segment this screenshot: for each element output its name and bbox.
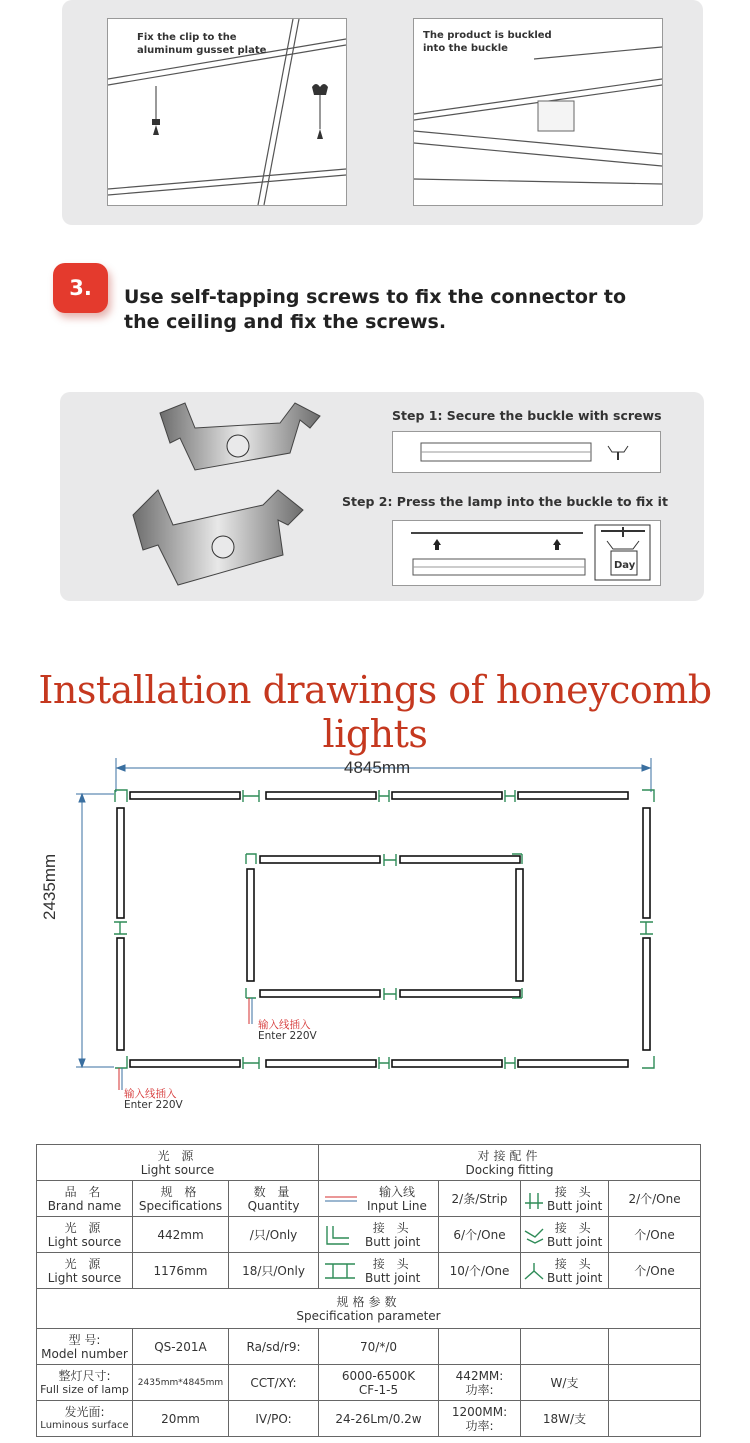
- step2-label: Step 2: Press the lamp into the buckle to fix it: [342, 494, 668, 509]
- row2-fit2: 接 头 Butt joint: [521, 1253, 609, 1289]
- row2-fit2-qty: 个/One: [609, 1253, 701, 1289]
- input-line-icon: [323, 1192, 359, 1206]
- straight-joint-icon: [323, 1260, 357, 1282]
- step-instruction-text: Use self-tapping screws to fix the connector to the ceiling and fix the screws.: [124, 286, 627, 333]
- left-sketch-caption: Fix the clip to the aluminum gusset plate: [137, 32, 267, 56]
- input-line-cell: 输入线 Input Line: [319, 1181, 439, 1217]
- corner-joint-icon: [323, 1224, 353, 1246]
- top-joint-cell: 接 头 Butt joint: [521, 1181, 609, 1217]
- outer-input-label-zh: 输入线插入: [124, 1088, 177, 1100]
- buckle-photo-top: [150, 398, 325, 488]
- model-label: 型 号: Model number: [37, 1329, 133, 1365]
- t-joint-icon: [523, 1189, 545, 1209]
- step1-label: Step 1: Secure the buckle with screws: [392, 408, 662, 423]
- ra-label: Ra/sd/r9:: [229, 1329, 319, 1365]
- row2-spec: 1176mm: [133, 1253, 229, 1289]
- row1-fit2: 接 头 Butt joint: [521, 1217, 609, 1253]
- honeycomb-layout-drawing: [70, 750, 690, 1090]
- docking-fitting-header: 对接配件 Docking fitting: [319, 1145, 701, 1181]
- spec-param-header: 规格参数 Specification parameter: [37, 1289, 701, 1329]
- inner-input-label-zh: 输入线插入: [258, 1019, 311, 1031]
- step2-diagram: [392, 520, 661, 586]
- height-dimension-label: 2435mm: [40, 853, 59, 920]
- size-value: 2435mm*4845mm: [133, 1365, 229, 1401]
- row1-fit2-qty: 个/One: [609, 1217, 701, 1253]
- step2-lamp-diagram: [393, 521, 660, 585]
- angle-joint-icon: [523, 1225, 545, 1245]
- quantity-header: 数 量 Quantity: [229, 1181, 319, 1217]
- power-442-label: 442MM: 功率:: [439, 1365, 521, 1401]
- power-1200-value: 18W/支: [521, 1401, 609, 1437]
- step1-diagram: [392, 431, 661, 473]
- cct-value: 6000-6500K CF-1-5: [319, 1365, 439, 1401]
- luminous-label: 发光面: Luminous surface: [37, 1401, 133, 1437]
- right-sketch-caption: The product is buckled into the buckle: [423, 30, 552, 54]
- day-label: Day: [614, 560, 636, 571]
- power-442-value: W/支: [521, 1365, 609, 1401]
- width-dimension-label: 4845mm: [344, 758, 411, 777]
- step1-lamp-diagram: [393, 432, 660, 472]
- row2-name: 光 源 Light source: [37, 1253, 133, 1289]
- luminous-value: 20mm: [133, 1401, 229, 1437]
- power-1200-label: 1200MM: 功率:: [439, 1401, 521, 1437]
- ivpo-label: IV/PO:: [229, 1401, 319, 1437]
- row1-fit1: 接 头 Butt joint: [319, 1217, 439, 1253]
- cct-label: CCT/XY:: [229, 1365, 319, 1401]
- buckle-photo-bottom: [118, 485, 308, 595]
- row2-qty: 18/只/Only: [229, 1253, 319, 1289]
- spec-header: 规 格 Specifications: [133, 1181, 229, 1217]
- drawing-title: Installation drawings of honeycomb lights: [38, 668, 712, 756]
- model-value: QS-201A: [133, 1329, 229, 1365]
- inner-input-label-en: Enter 220V: [258, 1030, 317, 1042]
- size-label: 整灯尺寸: Full size of lamp: [37, 1365, 133, 1401]
- y-joint-icon: [523, 1261, 545, 1281]
- brand-name-header: 品 名 Brand name: [37, 1181, 133, 1217]
- input-line-qty: 2/条/Strip: [439, 1181, 521, 1217]
- outer-input-label-en: Enter 220V: [124, 1099, 183, 1111]
- ra-value: 70/*/0: [319, 1329, 439, 1365]
- row1-qty: /只/Only: [229, 1217, 319, 1253]
- row1-spec: 442mm: [133, 1217, 229, 1253]
- ivpo-value: 24-26Lm/0.2w: [319, 1401, 439, 1437]
- top-joint-qty: 2/个/One: [609, 1181, 701, 1217]
- light-source-header: 光 源 Light source: [37, 1145, 319, 1181]
- step-number-badge: 3.: [53, 263, 108, 313]
- row2-fit1-qty: 10/个/One: [439, 1253, 521, 1289]
- row1-name: 光 源 Light source: [37, 1217, 133, 1253]
- specification-table: [36, 1144, 701, 1437]
- row2-fit1: 接 头 Butt joint: [319, 1253, 439, 1289]
- row1-fit1-qty: 6/个/One: [439, 1217, 521, 1253]
